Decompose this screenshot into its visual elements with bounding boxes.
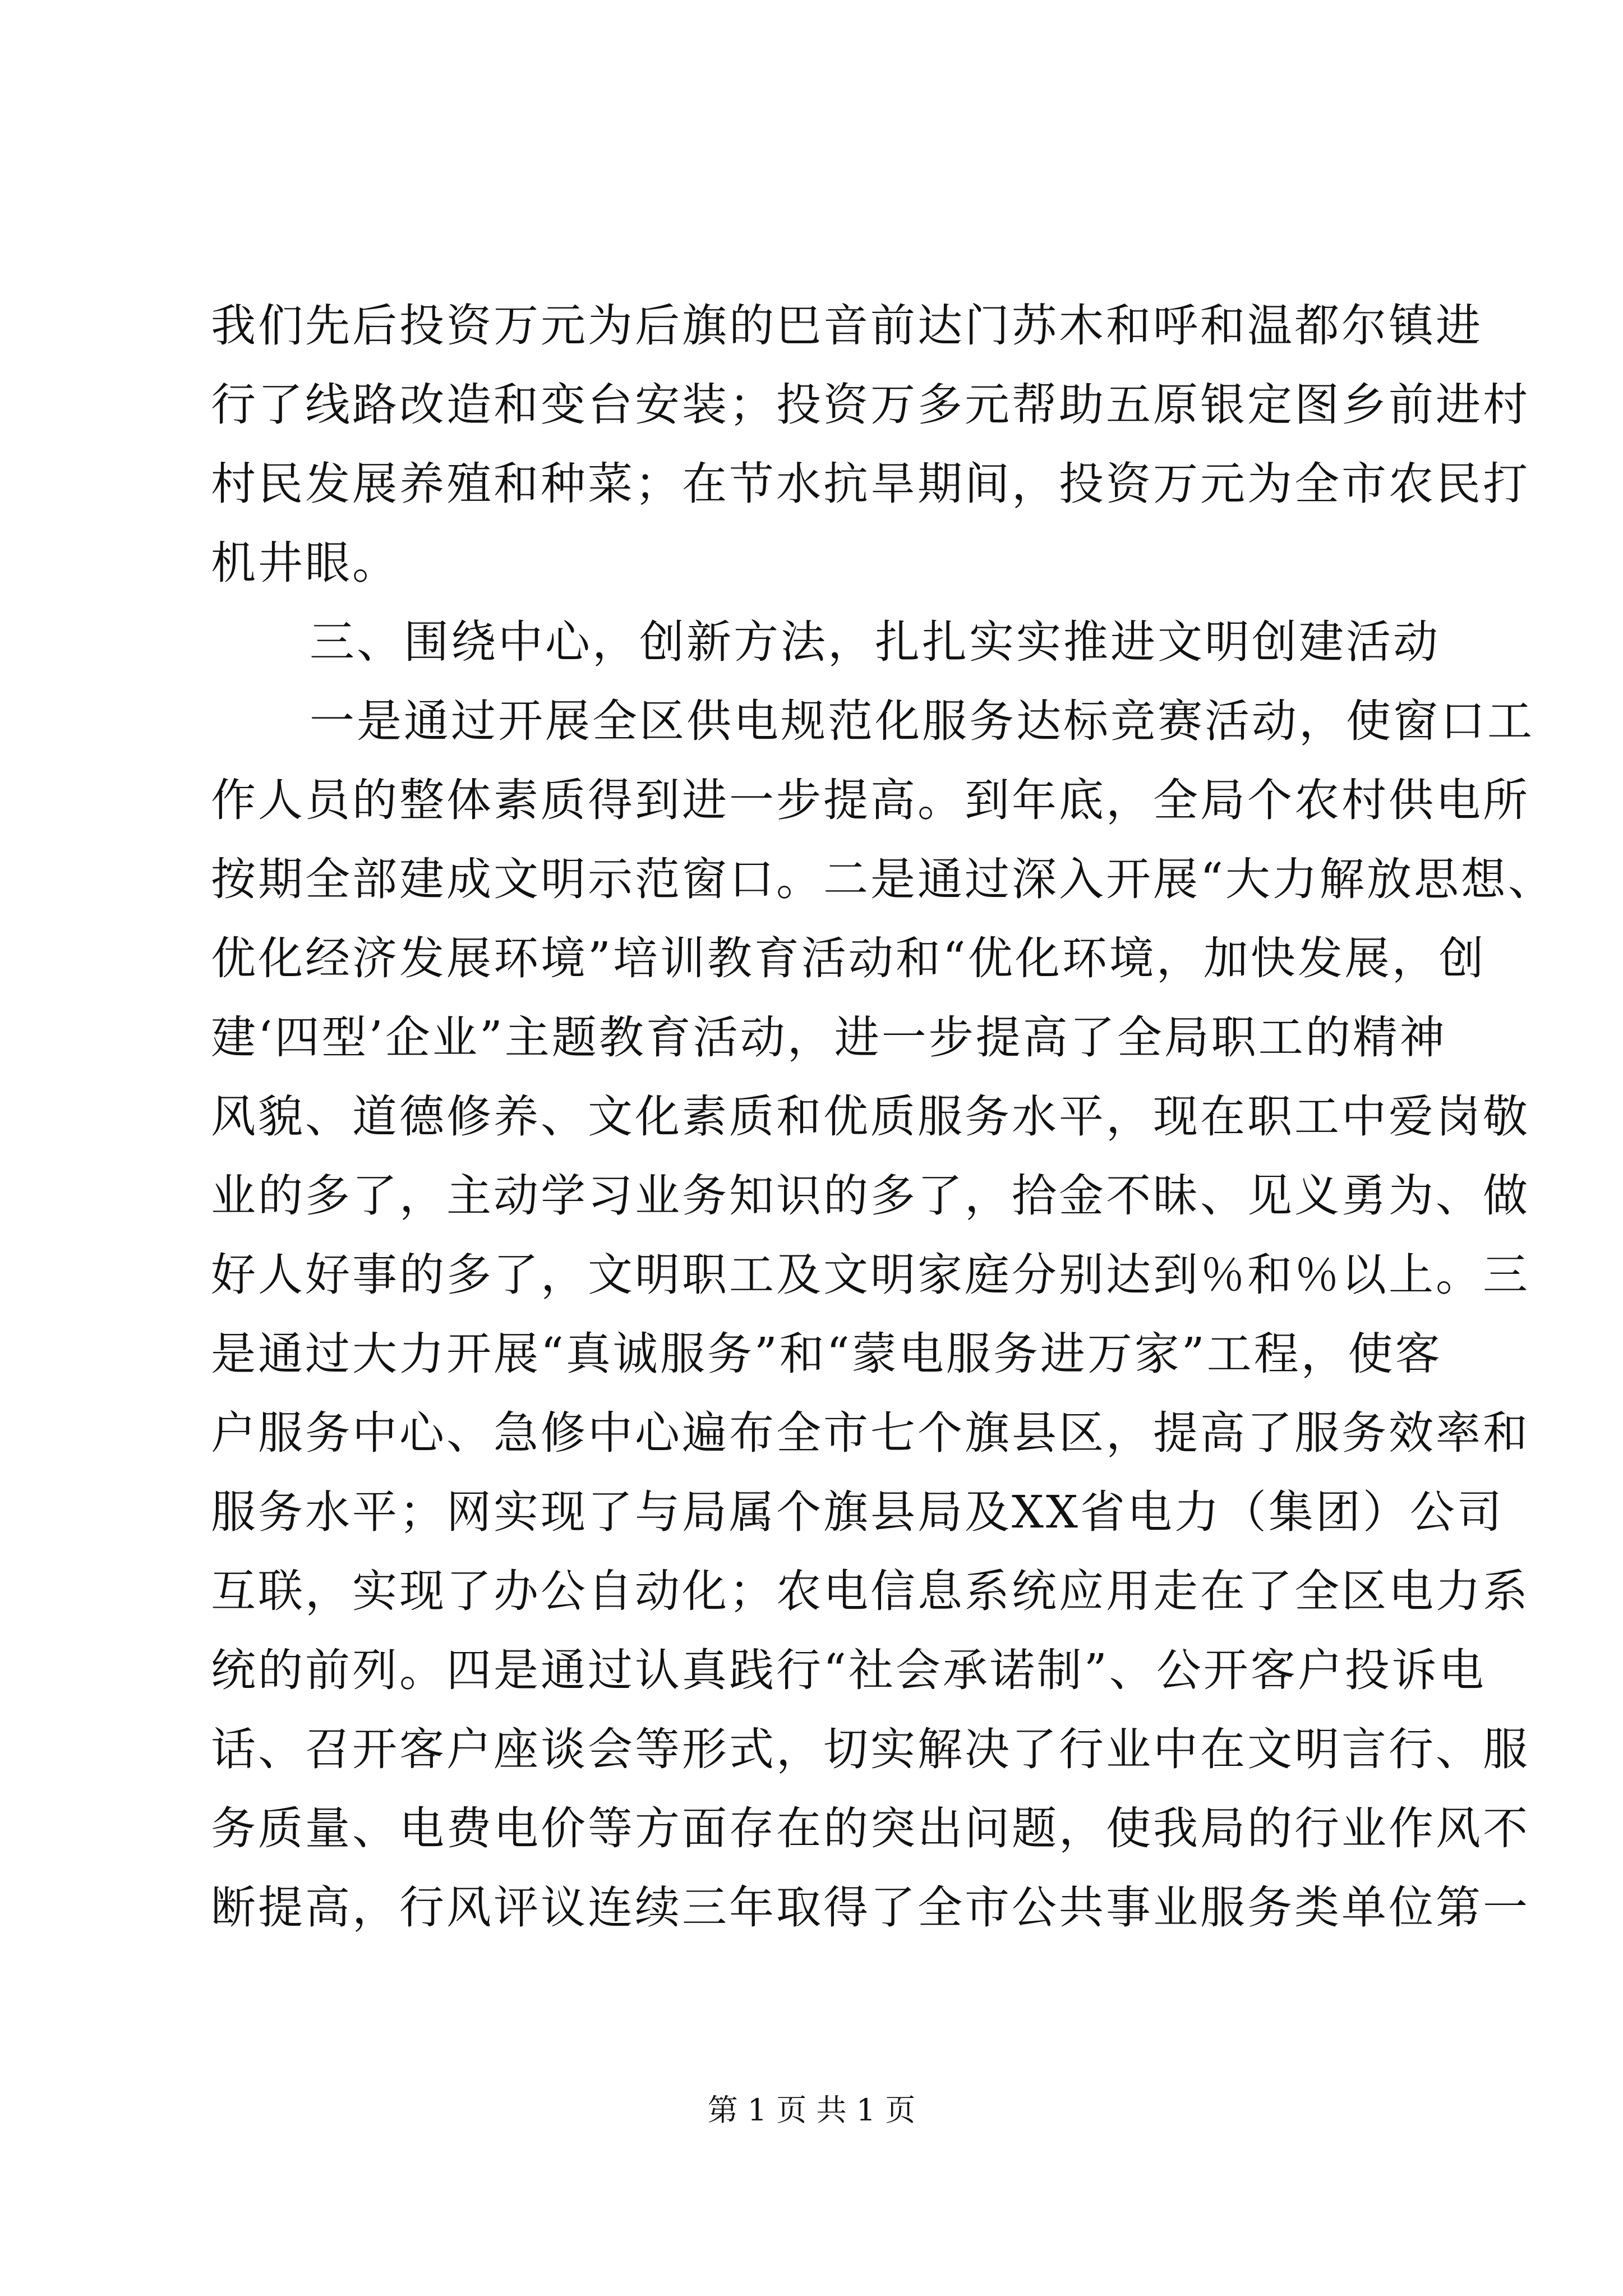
- text-line: 村民发展养殖和种菜；在节水抗旱期间，投资万元为全市农民打: [211, 458, 1530, 510]
- text-line: 话、召开客户座谈会等形式，切实解决了行业中在文明言行、服: [211, 1723, 1530, 1775]
- text-line: 好人好事的多了，文明职工及文明家庭分别达到％和％以上。三: [211, 1249, 1530, 1301]
- text-line: 按期全部建成文明示范窗口。二是通过深入开展“大力解放思想、: [211, 853, 1555, 905]
- text-line: 建‘四型’企业”主题教育活动，进一步提高了全局职工的精神: [211, 1011, 1447, 1064]
- text-line: 服务水平；网实现了与局属个旗县局及XX省电力（集团）公司: [211, 1486, 1504, 1538]
- text-line: 断提高，行风评议连续三年取得了全市公共事业服务类单位第一: [211, 1881, 1530, 1934]
- text-line: 机井眼。: [211, 537, 399, 589]
- text-line: 务质量、电费电价等方面存在的突出问题，使我局的行业作风不: [211, 1802, 1530, 1855]
- text-line: 作人员的整体素质得到进一步提高。到年底，全局个农村供电所: [211, 774, 1530, 826]
- text-line: 统的前列。四是通过认真践行“社会承诺制”、公开客户投诉电: [211, 1644, 1486, 1696]
- text-line: 户服务中心、急修中心遍布全市七个旗县区，提高了服务效率和: [211, 1407, 1530, 1459]
- text-line: 一是通过开展全区供电规范化服务达标竞赛活动，使窗口工: [310, 695, 1534, 747]
- text-line: 优化经济发展环境”培训教育活动和“优化环境，加快发展，创: [211, 932, 1486, 984]
- text-line: 三、围绕中心，创新方法，扎扎实实推进文明创建活动: [310, 616, 1440, 668]
- text-line: 业的多了，主动学习业务知识的多了，拾金不昧、见义勇为、做: [211, 1170, 1530, 1222]
- text-line: 是通过大力开展“真诚服务”和“蒙电服务进万家”工程，使客: [211, 1328, 1442, 1380]
- text-line: 我们先后投资万元为后旗的巴音前达门苏木和呼和温都尔镇进: [211, 300, 1483, 352]
- text-line: 风貌、道德修养、文化素质和优质服务水平，现在职工中爱岗敬: [211, 1091, 1530, 1143]
- document-body: [211, 286, 1555, 1947]
- text-line: 互联，实现了办公自动化；农电信息系统应用走在了全区电力系: [211, 1565, 1530, 1617]
- page-footer: 第 1 页 共 1 页: [707, 2092, 916, 2128]
- text-line: 行了线路改造和变台安装；投资万多元帮助五原银定图乡前进村: [211, 379, 1530, 431]
